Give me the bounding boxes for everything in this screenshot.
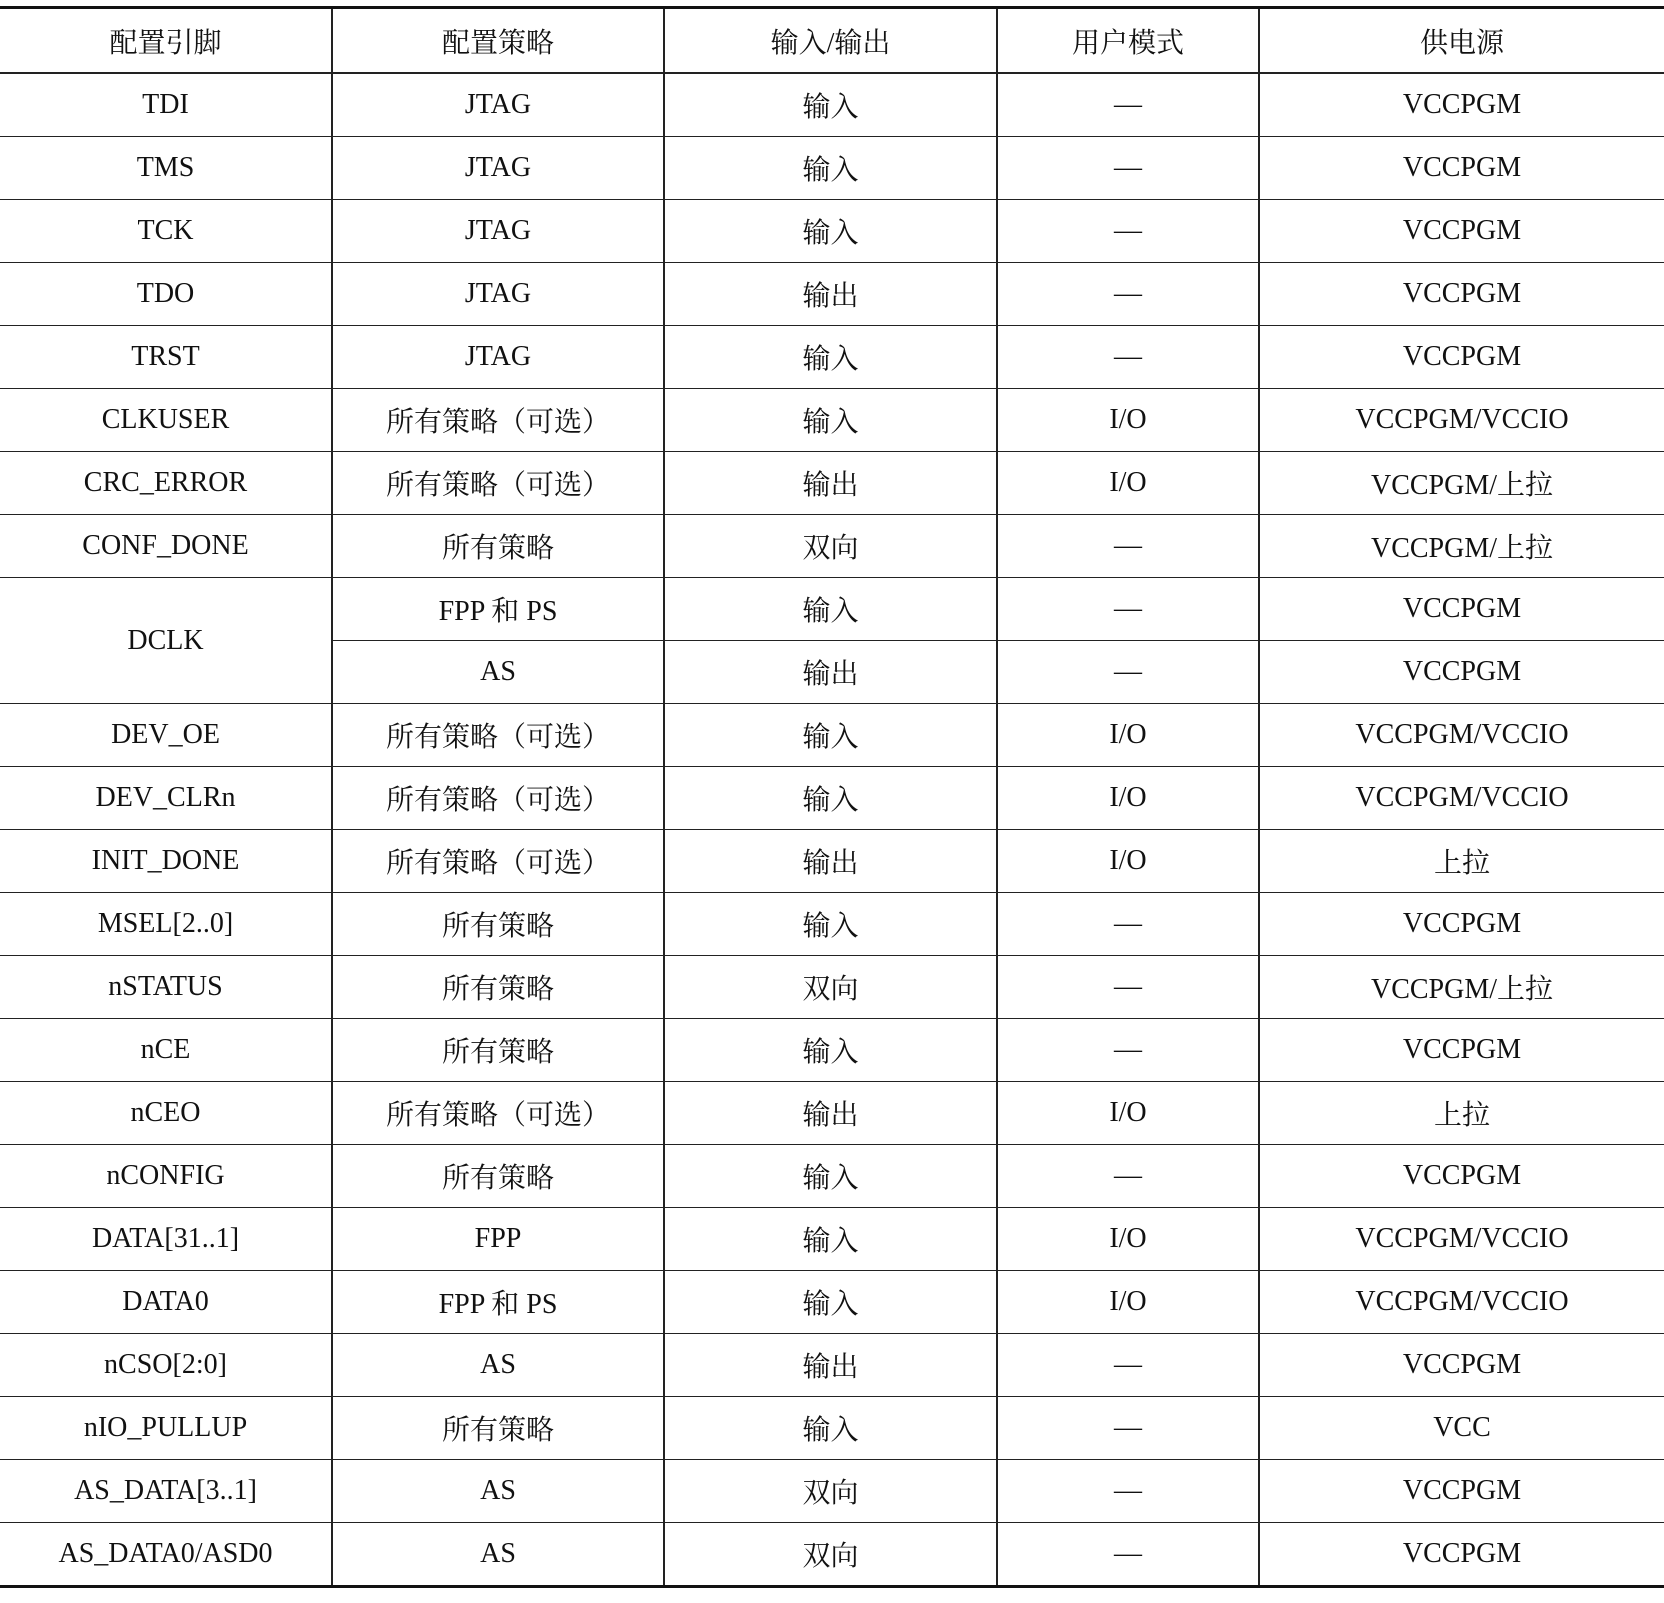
table-row — [0, 515, 1664, 578]
table-row — [0, 704, 1664, 767]
table-row — [0, 893, 1664, 956]
cell-power: VCCPGM — [1259, 1460, 1664, 1523]
cell-pin: MSEL[2..0] — [0, 893, 332, 956]
cell-io: 双向 — [664, 1523, 997, 1587]
table-row — [0, 1082, 1664, 1145]
cell-io: 输入 — [664, 1145, 997, 1208]
cell-user-mode: — — [997, 1460, 1259, 1523]
cell-io: 输出 — [664, 1082, 997, 1145]
cell-power: VCCPGM/VCCIO — [1259, 767, 1664, 830]
table-row — [0, 956, 1664, 1019]
header-row — [0, 8, 1664, 74]
cell-user-mode: — — [997, 956, 1259, 1019]
cell-user-mode: I/O — [997, 1271, 1259, 1334]
cell-io: 输入 — [664, 578, 997, 641]
cell-scheme: AS — [332, 1334, 664, 1397]
cell-pin: nCEO — [0, 1082, 332, 1145]
table-row — [0, 326, 1664, 389]
table-row — [0, 137, 1664, 200]
cell-io: 双向 — [664, 1460, 997, 1523]
cell-power: VCCPGM — [1259, 326, 1664, 389]
cell-power: VCCPGM — [1259, 1334, 1664, 1397]
cell-scheme: 所有策略 — [332, 956, 664, 1019]
cell-pin: TDO — [0, 263, 332, 326]
cell-power: VCCPGM — [1259, 1145, 1664, 1208]
cell-io: 输入 — [664, 326, 997, 389]
cell-scheme: 所有策略（可选） — [332, 704, 664, 767]
cell-user-mode: I/O — [997, 704, 1259, 767]
cell-power: VCCPGM — [1259, 641, 1664, 704]
table-row — [0, 830, 1664, 893]
cell-power: VCCPGM/上拉 — [1259, 452, 1664, 515]
cell-pin: DCLK — [0, 578, 332, 704]
cell-io: 输入 — [664, 1019, 997, 1082]
cell-io: 双向 — [664, 515, 997, 578]
cell-power: VCCPGM — [1259, 73, 1664, 137]
cell-scheme: AS — [332, 1460, 664, 1523]
cell-pin: TDI — [0, 73, 332, 137]
cell-scheme: 所有策略 — [332, 1397, 664, 1460]
cell-power: VCCPGM/VCCIO — [1259, 704, 1664, 767]
cell-io: 输入 — [664, 1397, 997, 1460]
cell-user-mode: — — [997, 515, 1259, 578]
table-row — [0, 1334, 1664, 1397]
table-row — [0, 263, 1664, 326]
cell-user-mode: I/O — [997, 452, 1259, 515]
cell-pin: CRC_ERROR — [0, 452, 332, 515]
cell-user-mode: I/O — [997, 389, 1259, 452]
cell-pin: CLKUSER — [0, 389, 332, 452]
cell-scheme: JTAG — [332, 326, 664, 389]
table-row — [0, 389, 1664, 452]
cell-user-mode: — — [997, 1334, 1259, 1397]
table-row — [0, 200, 1664, 263]
table-body — [0, 73, 1664, 1587]
cell-power: VCCPGM — [1259, 578, 1664, 641]
cell-power: VCCPGM/VCCIO — [1259, 389, 1664, 452]
cell-scheme: FPP — [332, 1208, 664, 1271]
cell-scheme: 所有策略（可选） — [332, 767, 664, 830]
cell-power: 上拉 — [1259, 1082, 1664, 1145]
cell-power: VCCPGM — [1259, 893, 1664, 956]
table-row — [0, 1271, 1664, 1334]
table-row — [0, 1208, 1664, 1271]
cell-scheme: 所有策略 — [332, 515, 664, 578]
cell-user-mode: I/O — [997, 1208, 1259, 1271]
cell-power: VCC — [1259, 1397, 1664, 1460]
table-row — [0, 1460, 1664, 1523]
cell-user-mode: — — [997, 1523, 1259, 1587]
cell-pin: nSTATUS — [0, 956, 332, 1019]
cell-scheme: FPP 和 PS — [332, 578, 664, 641]
cell-power: VCCPGM — [1259, 1019, 1664, 1082]
cell-pin: nCE — [0, 1019, 332, 1082]
header-scheme: 配置策略 — [332, 8, 664, 74]
cell-user-mode: — — [997, 641, 1259, 704]
cell-pin: DEV_OE — [0, 704, 332, 767]
cell-user-mode: — — [997, 200, 1259, 263]
cell-user-mode: — — [997, 578, 1259, 641]
cell-user-mode: — — [997, 137, 1259, 200]
cell-pin: TRST — [0, 326, 332, 389]
cell-scheme: JTAG — [332, 137, 664, 200]
cell-user-mode: I/O — [997, 767, 1259, 830]
cell-power: 上拉 — [1259, 830, 1664, 893]
cell-io: 输入 — [664, 893, 997, 956]
cell-scheme: FPP 和 PS — [332, 1271, 664, 1334]
cell-power: VCCPGM/上拉 — [1259, 956, 1664, 1019]
cell-user-mode: — — [997, 1397, 1259, 1460]
cell-io: 输出 — [664, 1334, 997, 1397]
header-power: 供电源 — [1259, 8, 1664, 74]
header-pin: 配置引脚 — [0, 8, 332, 74]
cell-io: 输入 — [664, 73, 997, 137]
cell-pin: TCK — [0, 200, 332, 263]
cell-scheme: JTAG — [332, 73, 664, 137]
table-row — [0, 1523, 1664, 1587]
pin-config-table — [0, 6, 1664, 1588]
cell-user-mode: — — [997, 1145, 1259, 1208]
cell-user-mode: — — [997, 73, 1259, 137]
pin-config-table-container — [0, 6, 1664, 1588]
cell-power: VCCPGM — [1259, 200, 1664, 263]
cell-power: VCCPGM/上拉 — [1259, 515, 1664, 578]
cell-scheme: JTAG — [332, 200, 664, 263]
cell-scheme: AS — [332, 641, 664, 704]
cell-io: 双向 — [664, 956, 997, 1019]
cell-io: 输入 — [664, 1271, 997, 1334]
cell-scheme: 所有策略（可选） — [332, 830, 664, 893]
cell-io: 输出 — [664, 641, 997, 704]
header-user-mode: 用户模式 — [997, 8, 1259, 74]
cell-io: 输出 — [664, 830, 997, 893]
cell-user-mode: I/O — [997, 830, 1259, 893]
cell-scheme: 所有策略 — [332, 1019, 664, 1082]
cell-io: 输入 — [664, 704, 997, 767]
table-row — [0, 1019, 1664, 1082]
table-header — [0, 8, 1664, 74]
cell-io: 输入 — [664, 389, 997, 452]
cell-pin: nCONFIG — [0, 1145, 332, 1208]
cell-scheme: 所有策略（可选） — [332, 452, 664, 515]
table-row — [0, 767, 1664, 830]
cell-io: 输出 — [664, 263, 997, 326]
cell-pin: DATA0 — [0, 1271, 332, 1334]
cell-user-mode: I/O — [997, 1082, 1259, 1145]
cell-user-mode: — — [997, 893, 1259, 956]
cell-io: 输出 — [664, 452, 997, 515]
cell-user-mode: — — [997, 1019, 1259, 1082]
table-row — [0, 1397, 1664, 1460]
table-row — [0, 1145, 1664, 1208]
table-row — [0, 73, 1664, 137]
cell-io: 输入 — [664, 200, 997, 263]
cell-scheme: 所有策略 — [332, 1145, 664, 1208]
cell-io: 输入 — [664, 1208, 997, 1271]
cell-power: VCCPGM — [1259, 263, 1664, 326]
cell-power: VCCPGM — [1259, 1523, 1664, 1587]
cell-io: 输入 — [664, 137, 997, 200]
cell-power: VCCPGM — [1259, 137, 1664, 200]
cell-scheme: 所有策略（可选） — [332, 389, 664, 452]
cell-power: VCCPGM/VCCIO — [1259, 1208, 1664, 1271]
cell-scheme: 所有策略（可选） — [332, 1082, 664, 1145]
cell-pin: nIO_PULLUP — [0, 1397, 332, 1460]
cell-pin: CONF_DONE — [0, 515, 332, 578]
cell-scheme: 所有策略 — [332, 893, 664, 956]
cell-power: VCCPGM/VCCIO — [1259, 1271, 1664, 1334]
cell-pin: TMS — [0, 137, 332, 200]
header-io: 输入/输出 — [664, 8, 997, 74]
cell-scheme: AS — [332, 1523, 664, 1587]
cell-user-mode: — — [997, 326, 1259, 389]
cell-scheme: JTAG — [332, 263, 664, 326]
cell-pin: INIT_DONE — [0, 830, 332, 893]
cell-pin: nCSO[2:0] — [0, 1334, 332, 1397]
cell-io: 输入 — [664, 767, 997, 830]
cell-pin: DEV_CLRn — [0, 767, 332, 830]
cell-pin: AS_DATA0/ASD0 — [0, 1523, 332, 1587]
table-row — [0, 578, 1664, 641]
cell-user-mode: — — [997, 263, 1259, 326]
cell-pin: DATA[31..1] — [0, 1208, 332, 1271]
cell-pin: AS_DATA[3..1] — [0, 1460, 332, 1523]
table-row — [0, 452, 1664, 515]
